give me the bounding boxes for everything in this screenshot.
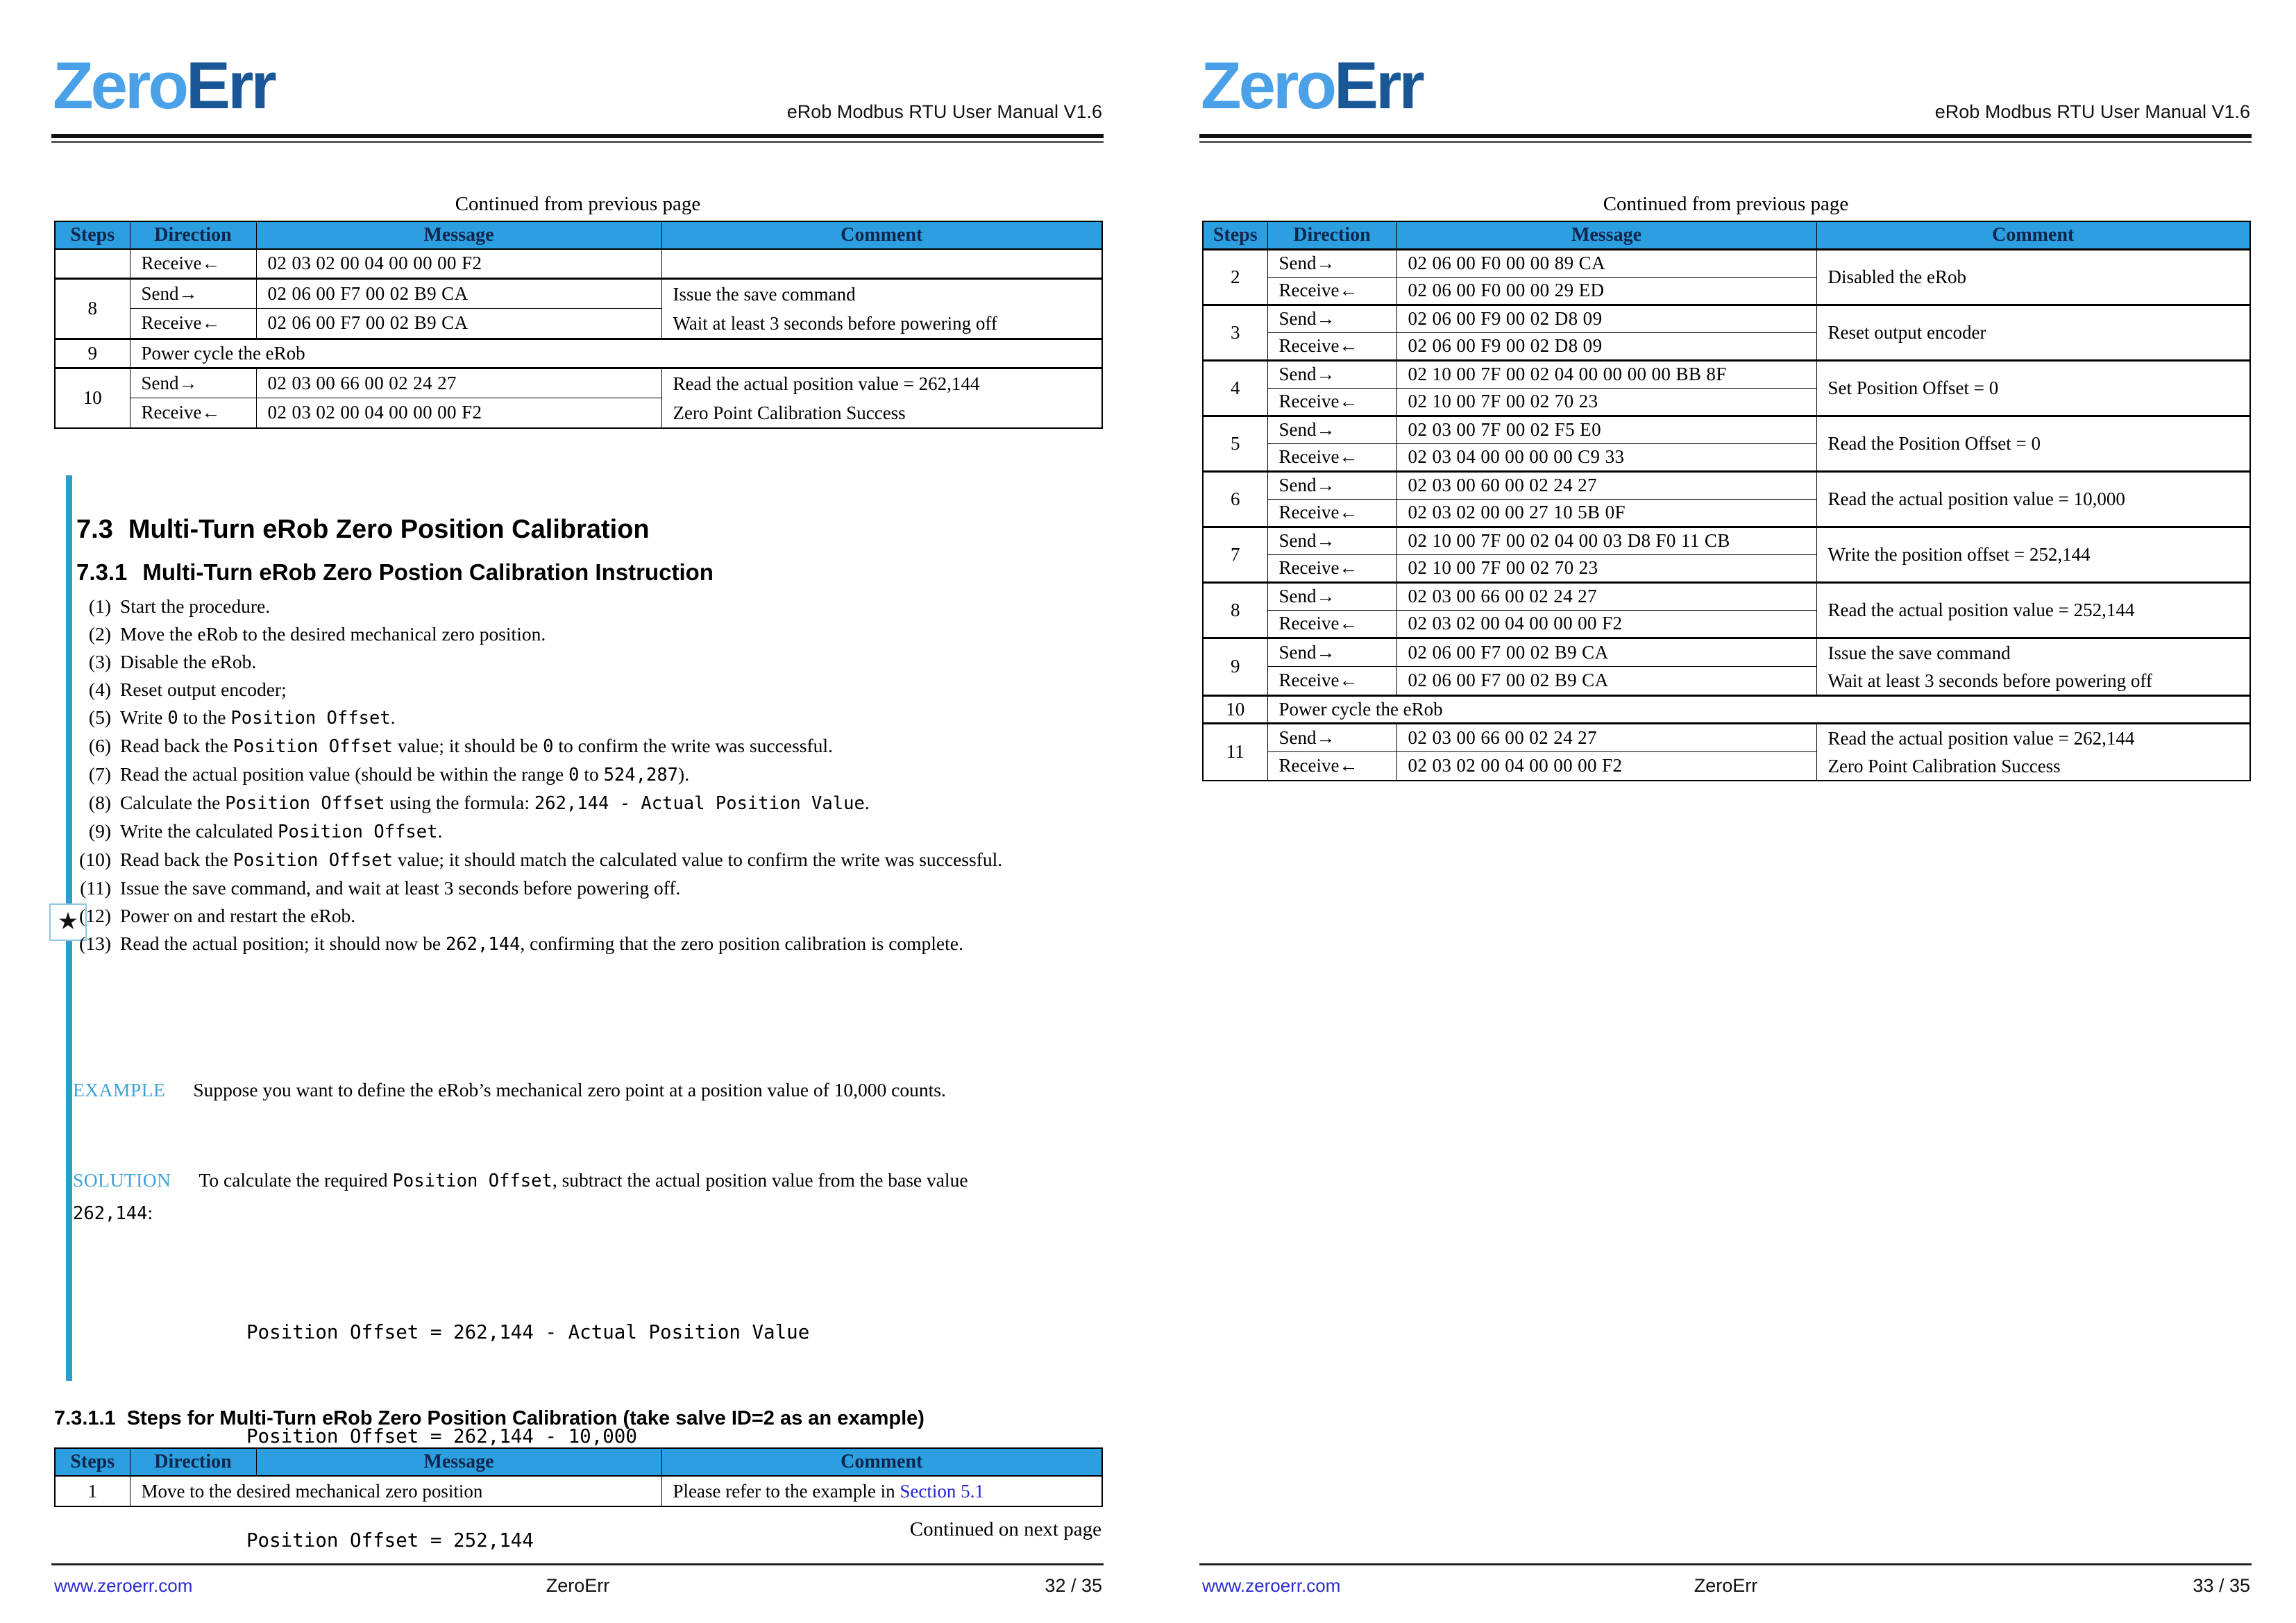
- direction-cell: Receive←: [1267, 499, 1396, 527]
- comment-line: Wait at least 3 seconds before powering off: [673, 312, 997, 334]
- list-item: [69, 874, 1083, 902]
- item-number: (9): [88, 820, 111, 842]
- example-callout: [73, 1074, 1038, 1105]
- footer-url-link[interactable]: www.zeroerr.com: [54, 1575, 193, 1596]
- item-text: [120, 817, 442, 846]
- list-item: [69, 620, 1083, 648]
- step-cell: 11: [1203, 723, 1267, 781]
- message-cell: 02 06 00 F9 00 02 D8 09: [1396, 332, 1816, 360]
- item-number: (2): [88, 623, 111, 645]
- message-cell: 02 03 00 60 00 02 24 27: [1396, 471, 1816, 499]
- comment-cell: [661, 368, 1102, 428]
- full-row-cell: Power cycle the eRob: [130, 339, 1102, 368]
- list-item: [69, 817, 1083, 846]
- code-run: Position Offset: [233, 736, 393, 757]
- direction-cell: Receive←: [1267, 554, 1396, 582]
- section-title: Multi-Turn eRob Zero Position Calibration: [128, 515, 650, 544]
- comment-cell: [661, 249, 1102, 278]
- comment-line: Issue the save command: [1827, 642, 2011, 663]
- header-rule-thick: [1199, 134, 2252, 138]
- logo-err: Err: [186, 49, 274, 123]
- item-text: [120, 760, 689, 789]
- direction-cell: Receive←: [1267, 751, 1396, 780]
- message-cell: 02 03 02 00 04 00 00 00 F2: [256, 249, 661, 278]
- solution-run: :: [147, 1202, 153, 1223]
- message-cell: 02 03 02 00 04 00 00 00 F2: [1396, 751, 1816, 780]
- table-row: [1203, 471, 2250, 499]
- direction-cell: Send→: [130, 278, 256, 309]
- item-number: (5): [88, 706, 111, 728]
- list-item: [69, 846, 1083, 874]
- table-row: [1203, 527, 2250, 554]
- manual-title: eRob Modbus RTU User Manual V1.6: [1934, 101, 2250, 122]
- example-label: EXAMPLE: [73, 1079, 166, 1101]
- message-cell: 02 03 00 66 00 02 24 27: [256, 368, 661, 398]
- code-run: Position Offset: [392, 1171, 552, 1191]
- direction-cell: Receive←: [130, 398, 256, 427]
- table-row: [1203, 416, 2250, 443]
- direction-cell: Receive←: [1267, 388, 1396, 416]
- col-header-steps: Steps: [55, 1448, 130, 1476]
- step-cell: 4: [1203, 360, 1267, 416]
- solution-run: To calculate the required: [199, 1169, 393, 1191]
- item-text: Move the eRob to the desired mechanical zero position.: [120, 623, 546, 645]
- col-header-comment: Comment: [661, 1448, 1102, 1476]
- item-run: Read back the: [120, 735, 233, 756]
- footer-rule: [1199, 1563, 2252, 1565]
- message-cell: 02 06 00 F7 00 02 B9 CA: [256, 278, 661, 309]
- item-number: (13): [79, 933, 111, 954]
- solution-label: SOLUTION: [73, 1169, 171, 1191]
- procedure-list: [69, 593, 1083, 958]
- comment-cell: Write the position offset = 252,144: [1816, 527, 2250, 582]
- message-cell: 02 03 00 66 00 02 24 27: [1396, 582, 1816, 610]
- zeroerr-logo: [53, 49, 274, 123]
- item-text: [120, 704, 396, 732]
- comment-line: Wait at least 3 seconds before powering off: [1827, 670, 2152, 691]
- item-run: .: [864, 792, 870, 813]
- message-cell: 02 03 02 00 04 00 00 00 F2: [1396, 610, 1816, 638]
- direction-cell: Receive←: [130, 249, 256, 278]
- item-number: (4): [88, 679, 111, 700]
- footer-brand: ZeroErr: [1694, 1575, 1758, 1596]
- direction-cell: Send→: [1267, 305, 1396, 332]
- table-row: [1203, 582, 2250, 610]
- comment-cell: Read the actual position value = 252,144: [1816, 582, 2250, 638]
- comment-cell: [661, 1476, 1102, 1506]
- comment-cell: [1816, 723, 2250, 781]
- list-item: [69, 789, 1083, 817]
- direction-cell: Send→: [130, 368, 256, 398]
- section-heading-7-3: [76, 515, 650, 545]
- item-run: value; it should match the calculated value to confirm the write was successful.: [392, 849, 1003, 870]
- item-run: to: [579, 763, 604, 785]
- list-item: [69, 760, 1083, 789]
- direction-cell: Send→: [1267, 723, 1396, 751]
- step-cell: 1: [55, 1476, 130, 1506]
- item-run: Write: [120, 706, 168, 728]
- direction-cell: Send→: [1267, 360, 1396, 388]
- zeroerr-logo: [1201, 49, 1422, 123]
- list-item: [69, 593, 1083, 620]
- code-run: Position Offset: [230, 708, 391, 729]
- code-run: 524,287: [603, 765, 679, 785]
- col-header-steps: Steps: [55, 221, 130, 249]
- step-cell: 7: [1203, 527, 1267, 582]
- message-cell: 02 03 00 7F 00 02 F5 E0: [1396, 416, 1816, 443]
- message-cell: 02 10 00 7F 00 02 70 23: [1396, 554, 1816, 582]
- code-run: Position Offset: [278, 822, 438, 842]
- step-cell: 10: [55, 368, 130, 428]
- section-number: 7.3: [76, 515, 113, 544]
- comment-line: Read the actual position value = 262,144: [673, 373, 980, 394]
- section-number: 7.3.1: [76, 559, 128, 585]
- col-header-direction: Direction: [130, 221, 256, 249]
- message-cell: 02 06 00 F0 00 00 89 CA: [1396, 249, 1816, 277]
- table-row: [1203, 638, 2250, 667]
- direction-cell: Receive←: [1267, 667, 1396, 696]
- item-run: using the formula:: [385, 792, 534, 813]
- item-run: to the: [178, 706, 231, 728]
- table-row: [55, 1476, 1102, 1506]
- list-item: [69, 676, 1083, 704]
- code-run: 262,144: [73, 1203, 148, 1224]
- table-row: [1203, 305, 2250, 332]
- step-cell: 6: [1203, 471, 1267, 527]
- item-run: Read the actual position value (should be within the range: [120, 763, 569, 785]
- section-heading-7-3-1: [76, 559, 714, 586]
- item-run: Read the actual position; it should now be: [120, 933, 446, 954]
- item-text: Reset output encoder;: [120, 679, 287, 700]
- comment-cell: Reset output encoder: [1816, 305, 2250, 360]
- logo-zero: Zero: [53, 49, 187, 123]
- direction-cell: Receive←: [1267, 610, 1396, 638]
- code-run: 0: [543, 736, 554, 757]
- step-cell: [55, 249, 130, 278]
- code-run: Position Offset: [233, 850, 393, 871]
- step-cell: 9: [1203, 638, 1267, 695]
- full-row-cell: Power cycle the eRob: [1267, 695, 2250, 723]
- message-cell: 02 10 00 7F 00 02 04 00 00 00 00 BB 8F: [1396, 360, 1816, 388]
- message-cell: 02 03 02 00 04 00 00 00 F2: [256, 398, 661, 427]
- formula-line: Position Offset = 262,144 - 10,000: [246, 1425, 637, 1447]
- code-run: 0: [167, 708, 178, 729]
- item-run: Read back the: [120, 849, 233, 870]
- offset-formulas: [246, 1246, 809, 1623]
- direction-cell: Send→: [1267, 582, 1396, 610]
- item-run: value; it should be: [392, 735, 543, 756]
- example-text: Suppose you want to define the eRob’s mechanical zero point at a position value of 10,000 counts.: [193, 1079, 946, 1101]
- item-text: Start the procedure.: [120, 595, 271, 617]
- comment-cell: Disabled the eRob: [1816, 249, 2250, 305]
- item-run: ).: [678, 763, 690, 785]
- col-header-steps: Steps: [1203, 221, 1267, 249]
- list-item: [69, 704, 1083, 732]
- item-text: [120, 930, 963, 958]
- col-header-comment: Comment: [1816, 221, 2250, 249]
- steps-table-bottom-p32: [54, 1447, 1103, 1507]
- comment-cell: Read the Position Offset = 0: [1816, 416, 2250, 471]
- section-title: Multi-Turn eRob Zero Postion Calibration Instruction: [142, 559, 714, 585]
- page-number: 33 / 35: [2193, 1575, 2250, 1596]
- item-text: [120, 732, 833, 760]
- message-cell: 02 06 00 F7 00 02 B9 CA: [1396, 638, 1816, 667]
- direction-cell: Receive←: [130, 309, 256, 339]
- item-number: (7): [88, 763, 111, 785]
- col-header-direction: Direction: [1267, 221, 1396, 249]
- list-item: [69, 732, 1083, 760]
- table-row: [55, 368, 1102, 398]
- item-run: , confirming that the zero position calibration is complete.: [520, 933, 963, 954]
- code-run: 262,144: [445, 934, 521, 955]
- direction-cell: Send→: [1267, 471, 1396, 499]
- item-number: (8): [88, 792, 111, 813]
- table-row: [55, 278, 1102, 309]
- direction-cell: Send→: [1267, 638, 1396, 667]
- item-number: (10): [79, 849, 111, 870]
- table-row: [1203, 695, 2250, 723]
- header-rule-thin: [1199, 141, 2252, 143]
- section-number: 7.3.1.1: [54, 1407, 116, 1429]
- message-cell: 02 06 00 F7 00 02 B9 CA: [1396, 667, 1816, 696]
- footer-brand: ZeroErr: [546, 1575, 610, 1596]
- step-cell: 2: [1203, 249, 1267, 305]
- modbus-steps-table-p32: [54, 221, 1103, 429]
- page-33: [1148, 0, 2296, 1623]
- direction-cell: Receive←: [1267, 332, 1396, 360]
- list-item: [69, 930, 1083, 958]
- logo-err: Err: [1334, 49, 1422, 123]
- header-rule-thick: [51, 134, 1104, 138]
- item-text: Issue the save command, and wait at least 3 seconds before powering off.: [120, 877, 681, 899]
- logo-zero: Zero: [1201, 49, 1335, 123]
- header-rule-thin: [51, 141, 1104, 143]
- formula-line: Position Offset = 252,144: [246, 1529, 534, 1552]
- item-number: (6): [88, 735, 111, 756]
- code-run: 262,144 - Actual Position Value: [534, 793, 865, 814]
- modbus-steps-table-p33: [1202, 221, 2251, 781]
- item-run: to confirm the write was successful.: [553, 735, 833, 756]
- item-text: Disable the eRob.: [120, 651, 257, 672]
- solution-callout: [73, 1164, 1003, 1230]
- table-row: [1203, 723, 2250, 751]
- section-title: Steps for Multi-Turn eRob Zero Position Calibration (take salve ID=2 as an example): [126, 1407, 925, 1429]
- continued-from-previous: Continued from previous page: [455, 193, 701, 215]
- continued-from-previous: Continued from previous page: [1603, 193, 1849, 215]
- section-5-1-link[interactable]: Section 5.1: [900, 1480, 984, 1502]
- comment-cell: [661, 278, 1102, 339]
- item-number: (12): [79, 905, 111, 926]
- message-cell: 02 06 00 F9 00 02 D8 09: [1396, 305, 1816, 332]
- comment-cell: Read the actual position value = 10,000: [1816, 471, 2250, 527]
- direction-cell: Send→: [1267, 416, 1396, 443]
- message-cell: 02 10 00 7F 00 02 04 00 03 D8 F0 11 CB: [1396, 527, 1816, 554]
- direction-cell: Send→: [1267, 527, 1396, 554]
- comment-line: Zero Point Calibration Success: [673, 402, 906, 423]
- table-row: [55, 249, 1102, 278]
- table-row: [55, 339, 1102, 368]
- direction-cell: Receive←: [1267, 277, 1396, 305]
- page-number: 32 / 35: [1045, 1575, 1102, 1596]
- direction-cell: Receive←: [1267, 443, 1396, 471]
- col-header-message: Message: [256, 221, 661, 249]
- step-cell: 5: [1203, 416, 1267, 471]
- comment-cell: Set Position Offset = 0: [1816, 360, 2250, 416]
- item-number: (3): [88, 651, 111, 672]
- table-row: [1203, 249, 2250, 277]
- list-item: [69, 902, 1083, 930]
- comment-line: Issue the save command: [673, 283, 856, 305]
- item-number: (11): [80, 877, 111, 899]
- section-heading-7-3-1-1: [54, 1407, 925, 1430]
- step-cell: 10: [1203, 695, 1267, 723]
- footer-rule: [51, 1563, 1104, 1565]
- item-text: [120, 846, 1002, 874]
- comment-text: Please refer to the example in: [673, 1480, 900, 1502]
- message-cell: 02 10 00 7F 00 02 70 23: [1396, 388, 1816, 416]
- message-cell: Move to the desired mechanical zero position: [130, 1476, 661, 1506]
- table-row: [1203, 360, 2250, 388]
- col-header-message: Message: [256, 1448, 661, 1476]
- message-cell: 02 06 00 F7 00 02 B9 CA: [256, 309, 661, 339]
- formula-line: Position Offset = 262,144 - Actual Position Value: [246, 1321, 810, 1343]
- item-run: Calculate the: [120, 792, 226, 813]
- message-cell: 02 03 02 00 00 27 10 5B 0F: [1396, 499, 1816, 527]
- direction-cell: Send→: [1267, 249, 1396, 277]
- item-run: .: [390, 706, 396, 728]
- step-cell: 9: [55, 339, 130, 368]
- item-run: Write the calculated: [120, 820, 278, 842]
- step-cell: 8: [55, 278, 130, 339]
- col-header-message: Message: [1396, 221, 1816, 249]
- step-cell: 8: [1203, 582, 1267, 638]
- comment-line: Zero Point Calibration Success: [1827, 755, 2061, 776]
- item-text: [120, 789, 870, 817]
- footer-url-link[interactable]: www.zeroerr.com: [1202, 1575, 1341, 1596]
- step-cell: 3: [1203, 305, 1267, 360]
- code-run: 0: [568, 765, 580, 785]
- solution-run: , subtract the actual position value from the base value: [552, 1169, 968, 1191]
- comment-line: Read the actual position value = 262,144: [1827, 727, 2135, 749]
- code-run: Position Offset: [225, 793, 385, 814]
- list-item: [69, 648, 1083, 676]
- item-number: (1): [88, 595, 111, 617]
- item-run: .: [437, 820, 443, 842]
- col-header-direction: Direction: [130, 1448, 256, 1476]
- message-cell: 02 03 00 66 00 02 24 27: [1396, 723, 1816, 751]
- continued-on-next: Continued on next page: [909, 1518, 1101, 1540]
- message-cell: 02 06 00 F0 00 00 29 ED: [1396, 277, 1816, 305]
- manual-title: eRob Modbus RTU User Manual V1.6: [786, 101, 1102, 122]
- comment-cell: [1816, 638, 2250, 695]
- item-text: Power on and restart the eRob.: [120, 905, 356, 926]
- col-header-comment: Comment: [661, 221, 1102, 249]
- message-cell: 02 03 04 00 00 00 00 C9 33: [1396, 443, 1816, 471]
- star-icon: ★: [57, 909, 79, 935]
